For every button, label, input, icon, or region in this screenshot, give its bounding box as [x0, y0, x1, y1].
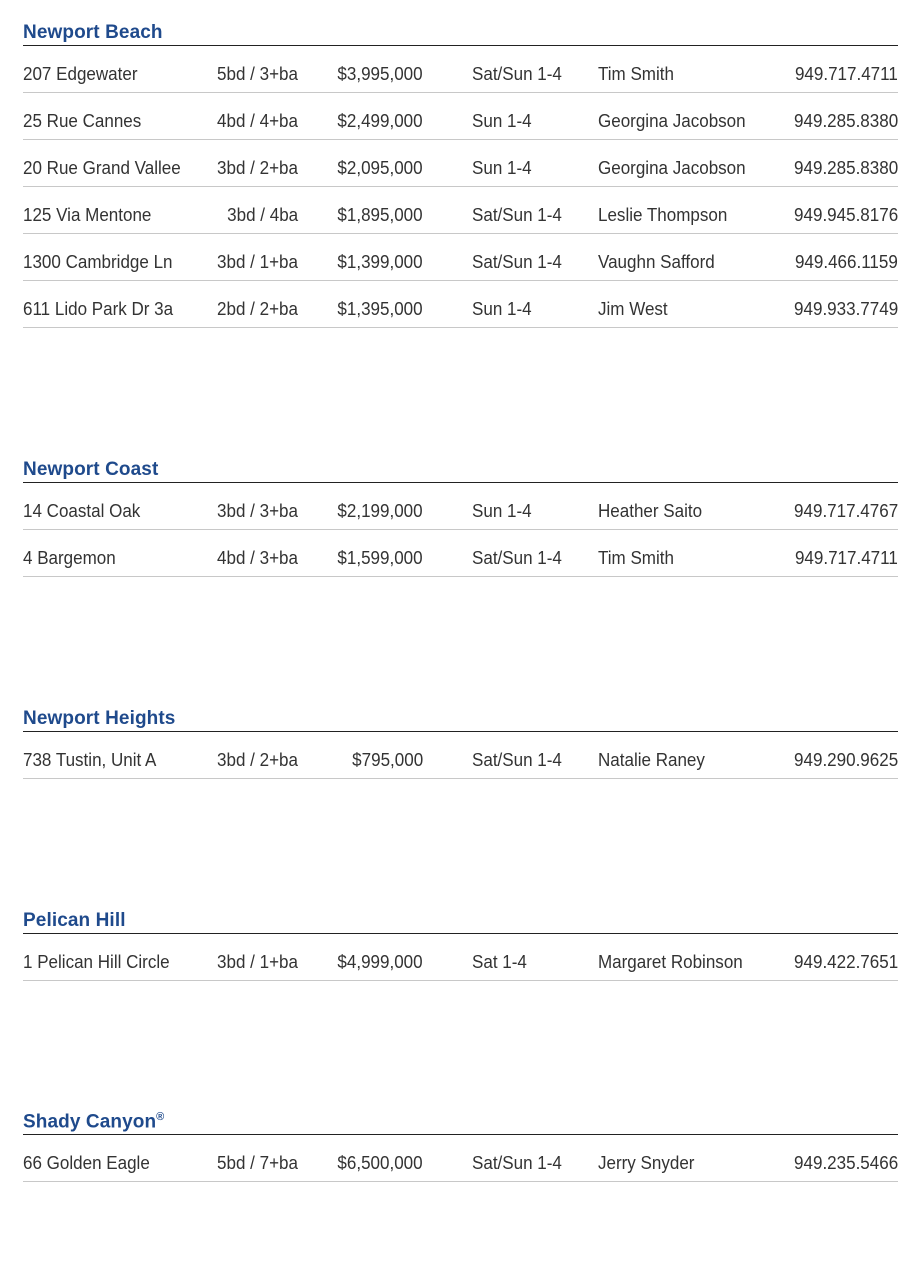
listing-agent: Georgina Jacobson — [598, 110, 746, 131]
section-newport-beach — [23, 18, 898, 328]
section-title: Newport Beach — [23, 22, 163, 43]
listing-phone: 949.422.7651 — [793, 951, 898, 972]
listing-phone: 949.717.4711 — [795, 547, 898, 568]
listing-open-house-time: Sat/Sun 1-4 — [472, 204, 562, 225]
listing-price: $3,995,000 — [337, 63, 423, 84]
listing-beds-baths: 3bd / 1+ba — [217, 951, 298, 972]
listing-phone: 949.285.8380 — [793, 110, 898, 131]
listing-phone: 949.285.8380 — [793, 157, 898, 178]
section-shady-canyon — [23, 1107, 898, 1182]
listing-phone: 949.290.9625 — [793, 749, 898, 770]
listing-phone: 949.717.4711 — [795, 63, 898, 84]
listing-beds-baths: 5bd / 3+ba — [217, 63, 298, 84]
listing-row — [23, 234, 898, 281]
listing-row — [23, 934, 898, 981]
listing-price: $1,399,000 — [337, 251, 423, 272]
listing-price: $4,999,000 — [337, 951, 423, 972]
section-heading — [23, 1107, 898, 1135]
listing-phone: 949.945.8176 — [793, 204, 898, 225]
listing-address: 66 Golden Eagle — [23, 1152, 150, 1173]
listing-open-house-time: Sat/Sun 1-4 — [472, 1152, 562, 1173]
registered-mark: ® — [156, 1110, 165, 1123]
listing-open-house-time: Sat/Sun 1-4 — [472, 251, 562, 272]
listing-address: 4 Bargemon — [23, 547, 116, 568]
listing-phone: 949.466.1159 — [795, 251, 898, 272]
listing-open-house-time: Sat/Sun 1-4 — [472, 547, 562, 568]
listing-row — [23, 483, 898, 530]
section-title: Pelican Hill — [23, 910, 126, 931]
listing-open-house-time: Sun 1-4 — [472, 157, 532, 178]
listing-row — [23, 46, 898, 93]
listing-agent: Vaughn Safford — [598, 251, 715, 272]
listing-phone: 949.933.7749 — [793, 298, 898, 319]
listing-address: 125 Via Mentone — [23, 204, 152, 225]
listing-open-house-time: Sat/Sun 1-4 — [472, 63, 562, 84]
listing-beds-baths: 3bd / 3+ba — [217, 500, 298, 521]
listing-price: $795,000 — [352, 749, 423, 770]
section-pelican-hill — [23, 906, 898, 981]
listing-open-house-time: Sat/Sun 1-4 — [472, 749, 562, 770]
listing-price: $2,499,000 — [337, 110, 423, 131]
listing-beds-baths: 2bd / 2+ba — [217, 298, 298, 319]
listing-price: $1,895,000 — [337, 204, 423, 225]
listing-row — [23, 281, 898, 328]
listing-open-house-time: Sun 1-4 — [472, 500, 532, 521]
listing-price: $1,599,000 — [337, 547, 423, 568]
section-heading — [23, 906, 898, 934]
listing-agent: Georgina Jacobson — [598, 157, 746, 178]
listing-row — [23, 140, 898, 187]
listing-address: 25 Rue Cannes — [23, 110, 142, 131]
listing-address: 20 Rue Grand Vallee — [23, 157, 181, 178]
listing-beds-baths: 3bd / 1+ba — [217, 251, 298, 272]
section-title: Newport Heights — [23, 708, 176, 729]
listing-price: $2,199,000 — [337, 500, 423, 521]
listing-agent: Jerry Snyder — [598, 1152, 695, 1173]
listing-beds-baths: 4bd / 3+ba — [217, 547, 298, 568]
listing-agent: Margaret Robinson — [598, 951, 743, 972]
section-title: Newport Coast — [23, 459, 159, 480]
listing-agent: Tim Smith — [598, 547, 674, 568]
section-newport-heights — [23, 704, 898, 779]
listing-address: 1300 Cambridge Ln — [23, 251, 173, 272]
listing-agent: Heather Saito — [598, 500, 703, 521]
listing-address: 14 Coastal Oak — [23, 500, 141, 521]
section-heading — [23, 455, 898, 483]
section-heading — [23, 704, 898, 732]
listing-agent: Leslie Thompson — [598, 204, 728, 225]
listing-row — [23, 187, 898, 234]
section-newport-coast — [23, 455, 898, 577]
listing-address: 1 Pelican Hill Circle — [23, 951, 170, 972]
section-title-wrap — [23, 1111, 164, 1133]
listing-agent: Jim West — [598, 298, 668, 319]
listing-price: $1,395,000 — [337, 298, 423, 319]
listing-price: $2,095,000 — [337, 157, 423, 178]
listing-phone: 949.235.5466 — [793, 1152, 898, 1173]
listing-open-house-time: Sun 1-4 — [472, 298, 532, 319]
listing-row — [23, 732, 898, 779]
listing-row — [23, 93, 898, 140]
listing-agent: Natalie Raney — [598, 749, 705, 770]
listing-row — [23, 1135, 898, 1182]
listing-address: 738 Tustin, Unit A — [23, 749, 157, 770]
section-heading — [23, 18, 898, 46]
listing-phone: 949.717.4767 — [793, 500, 898, 521]
listing-beds-baths: 4bd / 4+ba — [217, 110, 298, 131]
listing-beds-baths: 3bd / 4ba — [227, 204, 298, 225]
listing-address: 207 Edgewater — [23, 63, 138, 84]
listing-beds-baths: 3bd / 2+ba — [217, 749, 298, 770]
listing-open-house-time: Sat 1-4 — [472, 951, 527, 972]
listing-open-house-time: Sun 1-4 — [472, 110, 532, 131]
listing-address: 611 Lido Park Dr 3a — [23, 298, 174, 319]
section-title: Shady Canyon — [23, 1111, 157, 1132]
listing-agent: Tim Smith — [598, 63, 674, 84]
listing-price: $6,500,000 — [337, 1152, 423, 1173]
listing-row — [23, 530, 898, 577]
listing-beds-baths: 5bd / 7+ba — [217, 1152, 298, 1173]
listing-beds-baths: 3bd / 2+ba — [217, 157, 298, 178]
